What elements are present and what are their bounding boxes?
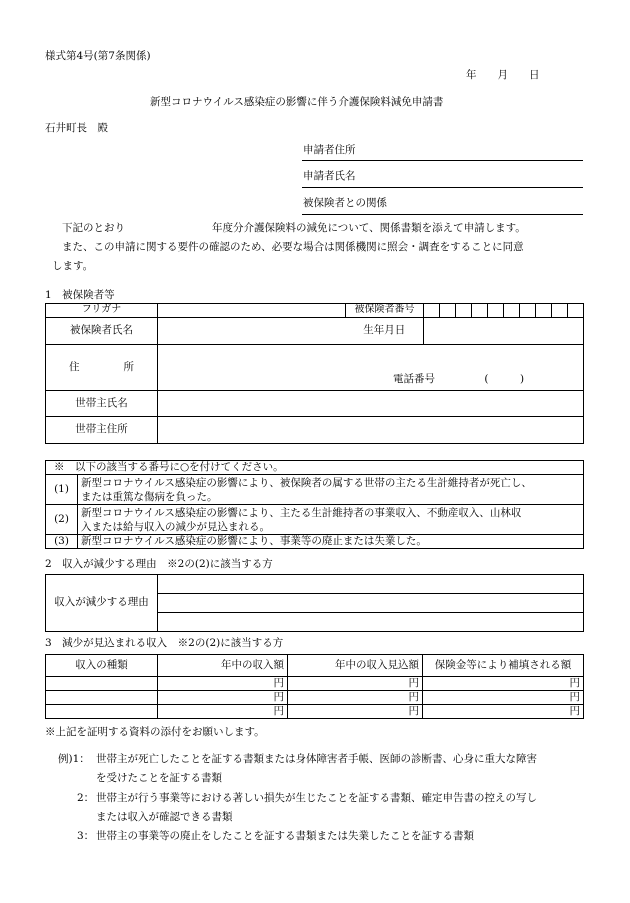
householder-address-field[interactable] — [158, 417, 584, 444]
applicant-address-label: 申請者住所 — [303, 144, 356, 156]
income-reason-table — [45, 574, 584, 632]
expected-income-header: 年中の収入見込額 — [288, 655, 423, 677]
insurance-compensation-cell[interactable]: 円 — [423, 677, 584, 691]
address-label — [46, 345, 158, 391]
householder-name-label: 世帯主氏名 — [46, 391, 158, 417]
reason-text: 新型コロナウイルス感染症の影響により、主たる生計維持者の事業収入、不動産収入、山林収 — [81, 506, 522, 519]
annual-income-header: 年中の収入額 — [158, 655, 288, 677]
income-type-cell[interactable] — [46, 691, 158, 705]
example-1-line2: を受けたことを証する書類 — [96, 772, 222, 784]
intro-line1a: 下記のとおり — [62, 222, 125, 234]
document-title: 新型コロナウイルス感染症の影響に伴う介護保険料減免申請書 — [150, 96, 444, 108]
income-type-header: 収入の種類 — [46, 655, 158, 677]
insurance-compensation-cell[interactable]: 円 — [423, 705, 584, 719]
insured-number-box[interactable] — [424, 304, 440, 318]
reason-item-3 — [78, 535, 584, 549]
reasons-table — [45, 460, 584, 549]
addressee: 石井町長 殿 — [45, 122, 108, 134]
phone-label: 電話番号 — [393, 372, 435, 385]
furigana-field[interactable] — [158, 304, 346, 318]
income-reason-line[interactable] — [158, 575, 584, 594]
birthdate-label: 生年月日 — [346, 318, 424, 345]
section2-heading: 2 収入が減少する理由 ※2の(2)に該当する方 — [45, 558, 273, 570]
income-type-cell[interactable] — [46, 705, 158, 719]
applicant-name-field[interactable] — [302, 187, 583, 188]
annual-income-cell[interactable]: 円 — [158, 677, 288, 691]
expected-income-cell[interactable]: 円 — [288, 691, 423, 705]
relation-field[interactable] — [302, 214, 583, 215]
furigana-label: フリガナ — [46, 304, 158, 318]
income-table — [45, 654, 584, 719]
insured-number-box[interactable] — [504, 304, 520, 318]
householder-name-field[interactable] — [158, 391, 584, 417]
form-number: 様式第4号(第7条関係) — [45, 50, 151, 62]
income-reason-line[interactable] — [158, 594, 584, 613]
insured-name-field[interactable] — [158, 318, 346, 345]
example-2-prefix: 2： — [77, 792, 95, 804]
applicant-name-label: 申請者氏名 — [303, 170, 356, 182]
reason-text: 新型コロナウイルス感染症の影響により、被保険者の属する世帯の主たる生計維持者が死亡し、 — [81, 476, 532, 489]
reason-number[interactable]: (1) — [46, 475, 78, 505]
insured-name-label: 被保険者氏名 — [46, 318, 158, 345]
insured-number-label: 被保険者番号 — [346, 304, 424, 318]
insured-number-box[interactable] — [440, 304, 456, 318]
income-reason-label: 収入が減少する理由 — [46, 575, 158, 632]
intro-line3: します。 — [52, 260, 94, 272]
section3-heading: 3 減少が見込まれる収入 ※2の(2)に該当する方 — [45, 637, 284, 649]
section1-heading: 1 被保険者等 — [45, 289, 115, 301]
reason-text: 新型コロナウイルス感染症の影響により、事業等の廃止または失業した。 — [81, 535, 427, 548]
insured-number-box[interactable] — [568, 304, 584, 318]
address-field[interactable] — [158, 345, 584, 391]
insured-number-box[interactable] — [552, 304, 568, 318]
reason-item-1 — [78, 475, 584, 505]
insured-number-box[interactable] — [488, 304, 504, 318]
reason-item-2 — [78, 505, 584, 535]
attachment-note: ※上記を証明する資料の添付をお願いします。 — [45, 726, 265, 738]
applicant-address-field[interactable] — [302, 160, 583, 161]
annual-income-cell[interactable]: 円 — [158, 705, 288, 719]
reason-number[interactable]: (2) — [46, 505, 78, 535]
reason-text: または重篤な傷病を負った。 — [81, 490, 218, 503]
address-label-b: 所 — [123, 360, 134, 373]
expected-income-cell[interactable]: 円 — [288, 677, 423, 691]
example-3-line1: 世帯主の事業等の廃止をしたことを証する書類または失業したことを証する書類 — [96, 830, 474, 842]
reasons-note: ※ 以下の該当する番号に○を付けてください。 — [46, 461, 584, 475]
example-2-line2: または収入が確認できる書類 — [96, 811, 233, 823]
reason-number[interactable]: (3) — [46, 535, 78, 549]
insured-number-box[interactable] — [536, 304, 552, 318]
address-label-a: 住 — [69, 360, 80, 373]
example-2-line1: 世帯主が行う事業等における著しい損失が生じたことを証する書類、確定申告書の控えの写し — [96, 792, 537, 804]
insured-number-box[interactable] — [520, 304, 536, 318]
reason-text: 入または給与収入の減少が見込まれる。 — [81, 520, 270, 533]
example-1-prefix: 例)1： — [58, 753, 90, 765]
intro-line2: また、この申請に関する要件の確認のため、必要な場合は関係機関に照会・調査をすることに同意 — [62, 241, 524, 253]
insurance-compensation-cell[interactable]: 円 — [423, 691, 584, 705]
householder-address-label: 世帯主住所 — [46, 417, 158, 444]
example-1-line1: 世帯主が死亡したことを証する書類または身体障害者手帳、医師の診断書、心身に重大な障害 — [96, 753, 537, 765]
insured-number-box[interactable] — [456, 304, 472, 318]
intro-line1b: 年度分介護保険料の減免について、関係書類を添えて申請します。 — [212, 222, 526, 234]
expected-income-cell[interactable]: 円 — [288, 705, 423, 719]
date-line: 年 月 日 — [466, 69, 540, 81]
example-3-prefix: 3： — [77, 830, 95, 842]
phone-paren: ( ) — [484, 372, 525, 385]
insurance-compensation-header: 保険金等により補填される額 — [423, 655, 584, 677]
income-type-cell[interactable] — [46, 677, 158, 691]
annual-income-cell[interactable]: 円 — [158, 691, 288, 705]
insured-table — [45, 303, 584, 444]
relation-label: 被保険者との関係 — [303, 197, 387, 209]
insured-number-box[interactable] — [472, 304, 488, 318]
income-reason-line[interactable] — [158, 613, 584, 632]
birthdate-field[interactable] — [424, 318, 584, 345]
